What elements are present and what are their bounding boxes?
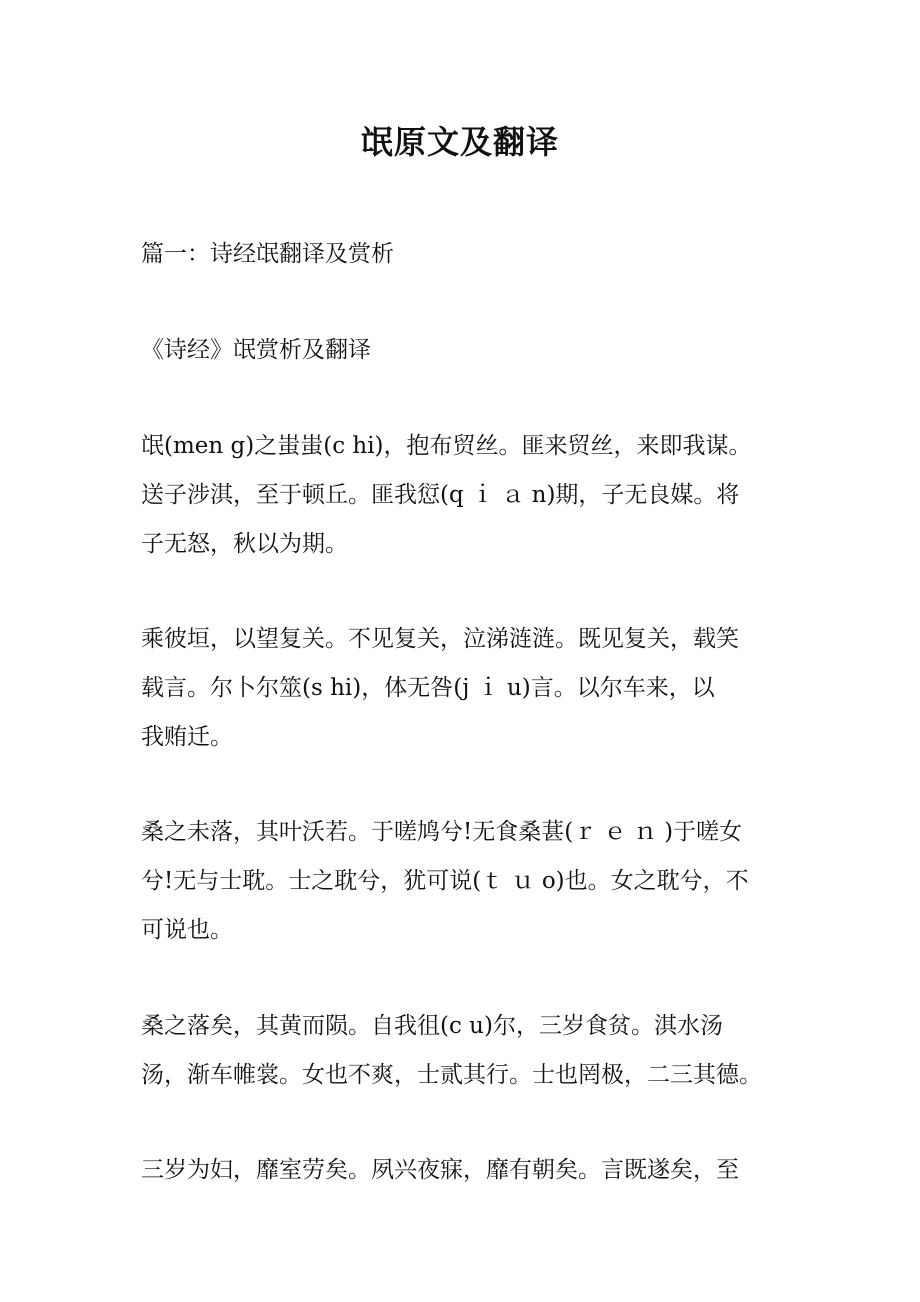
subheading: 《诗经》氓赏析及翻译: [141, 337, 371, 363]
paragraph-line: 兮!无与士耽。士之耽兮，犹可说(ｔ ｕ o)也。女之耽兮，不: [141, 868, 749, 894]
paragraph-line: 三岁为妇，靡室劳矣。夙兴夜寐，靡有朝矣。言既遂矣，至: [141, 1157, 739, 1183]
paragraph-line: 载言。尔卜尔筮(s hi)，体无咎(j ｉ u)言。以尔车来，以: [141, 675, 715, 701]
paragraph-line: 汤，渐车帷裳。女也不爽，士贰其行。士也罔极，二三其德。: [141, 1062, 762, 1088]
paragraph-line: 氓(men g)之蚩蚩(c hi)，抱布贸丝。匪来贸丝，来即我谋。: [141, 433, 752, 459]
paragraph-3: [141, 808, 791, 955]
paragraph-5: [141, 1146, 791, 1195]
paragraph-1: [141, 422, 791, 569]
document-title: 氓原文及翻译: [360, 123, 559, 161]
paragraph-line: 乘彼垣，以望复关。不见复关，泣涕涟涟。既见复关，载笑: [141, 626, 739, 652]
paragraph-line: 可说也。: [141, 917, 233, 943]
paragraph-line: 子无怒，秋以为期。: [141, 531, 348, 557]
section-heading: 篇一：诗经氓翻译及赏析: [141, 241, 394, 267]
paragraph-line: 桑之落矣，其黄而陨。自我徂(c u)尔，三岁食贫。淇水汤: [141, 1013, 723, 1039]
paragraph-4: [141, 1002, 791, 1100]
paragraph-line: 桑之未落，其叶沃若。于嗟鸠兮!无食桑葚(ｒ ｅ ｎ )于嗟女: [141, 819, 743, 845]
paragraph-line: 送子涉淇，至于顿丘。匪我愆(q ｉ ａ n)期，子无良媒。将: [141, 482, 740, 508]
paragraph-line: 我贿迁。: [141, 724, 233, 750]
paragraph-2: [141, 615, 791, 762]
